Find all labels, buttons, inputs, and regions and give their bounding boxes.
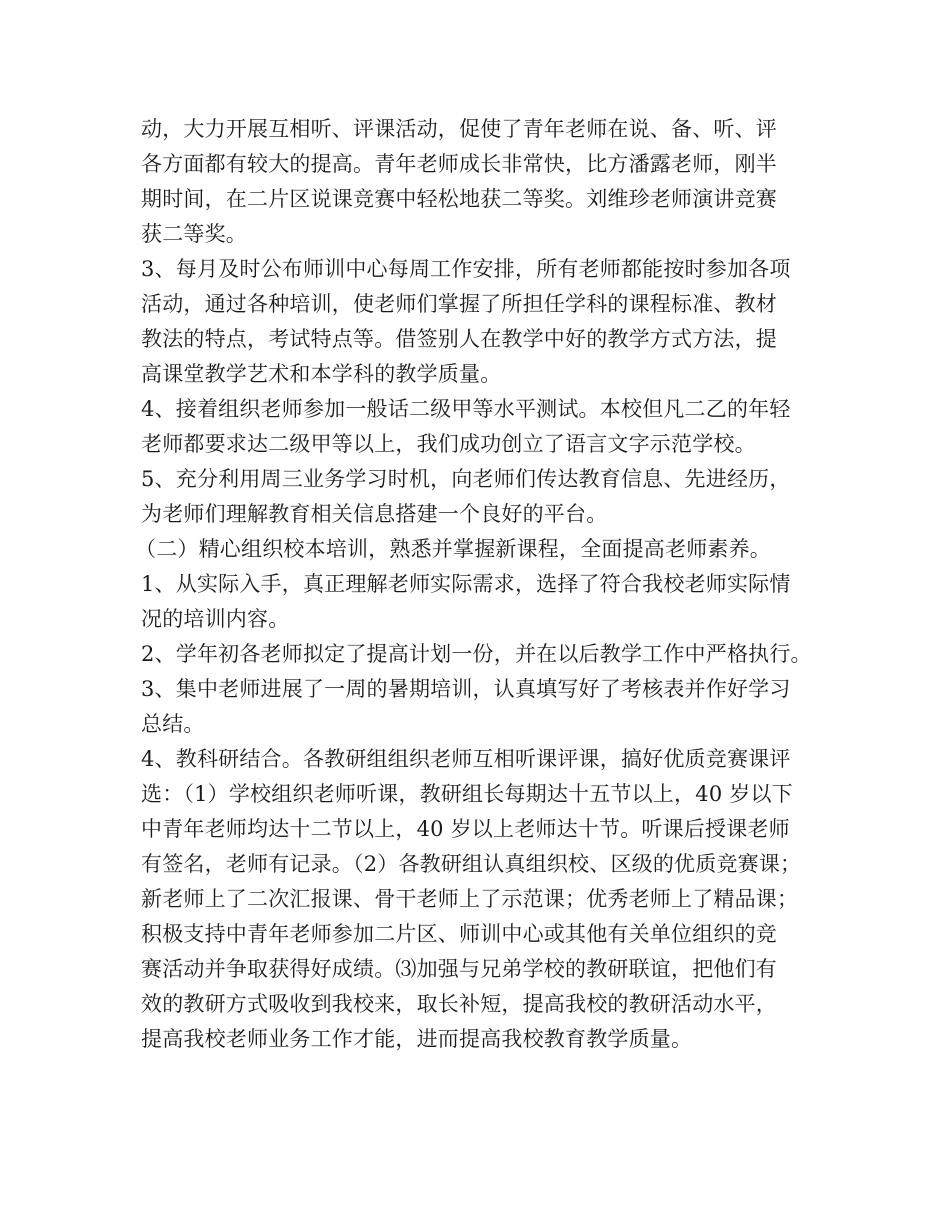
text-line: 效的教研方式吸收到我校来，取长补短，提高我校的教研活动水平，	[141, 992, 777, 1016]
text-line: 期时间，在二片区说课竞赛中轻松地获二等奖。刘维珍老师演讲竞赛	[141, 187, 777, 211]
section-heading: （二）精心组织校本培训，熟悉并掌握新课程，全面提高老师素养。	[135, 537, 771, 561]
text-line: 提高我校老师业务工作才能，进而提高我校教育教学质量。	[141, 1027, 693, 1051]
text-line: 新老师上了二次汇报课、骨干老师上了示范课；优秀老师上了精品课；	[141, 887, 799, 911]
text-line: 5、充分利用周三业务学习时机，向老师们传达教育信息、先进经历，	[141, 467, 791, 491]
text-line: 获二等奖。	[141, 222, 247, 246]
text-line: 活动，通过各种培训，使老师们掌握了所担任学科的课程标准、教材	[141, 292, 777, 316]
text-line: 赛活动并争取获得好成绩。⑶加强与兄弟学校的教研联谊，把他们有	[141, 957, 777, 981]
text-line: 有签名，老师有记录。（2）各教研组认真组织校、区级的优质竞赛课；	[141, 852, 802, 876]
text-line: 况的培训内容。	[141, 607, 290, 631]
text-line: 2、学年初各老师拟定了提高计划一份，并在以后教学工作中严格执行。	[141, 642, 812, 666]
text-line: 老师都要求达二级甲等以上，我们成功创立了语言文字示范学校。	[141, 432, 756, 456]
text-line: 4、接着组织老师参加一般话二级甲等水平测试。本校但凡二乙的年轻	[141, 397, 791, 421]
text-line: 高课堂教学艺术和本学科的教学质量。	[141, 362, 502, 386]
text-line: 动，大力开展互相听、评课活动，促使了青年老师在说、备、听、评	[141, 117, 777, 141]
text-line: 为老师们理解教育相关信息搭建一个良好的平台。	[141, 502, 608, 526]
text-line: 3、集中老师进展了一周的暑期培训，认真填写好了考核表并作好学习	[141, 677, 791, 701]
text-line: 总结。	[141, 712, 205, 736]
body-text	[135, 112, 841, 1057]
text-line: 选：（1）学校组织老师听课，教研组长每期达十五节以上，40 岁以下	[141, 782, 793, 806]
text-line: 4、教科研结合。各教研组组织老师互相听课评课，搞好优质竞赛课评	[141, 747, 791, 771]
text-line: 1、从实际入手，真正理解老师实际需求，选择了符合我校老师实际情	[141, 572, 791, 596]
text-line: 积极支持中青年老师参加二片区、师训中心或其他有关单位组织的竞	[141, 922, 777, 946]
text-line: 3、每月及时公布师训中心每周工作安排，所有老师都能按时参加各项	[141, 257, 791, 281]
text-line: 教法的特点，考试特点等。借签别人在教学中好的教学方式方法，提	[141, 327, 777, 351]
text-line: 各方面都有较大的提高。青年老师成长非常快，比方潘露老师，刚半	[141, 152, 777, 176]
text-line: 中青年老师均达十二节以上，40 岁以上老师达十节。听课后授课老师	[141, 817, 790, 841]
